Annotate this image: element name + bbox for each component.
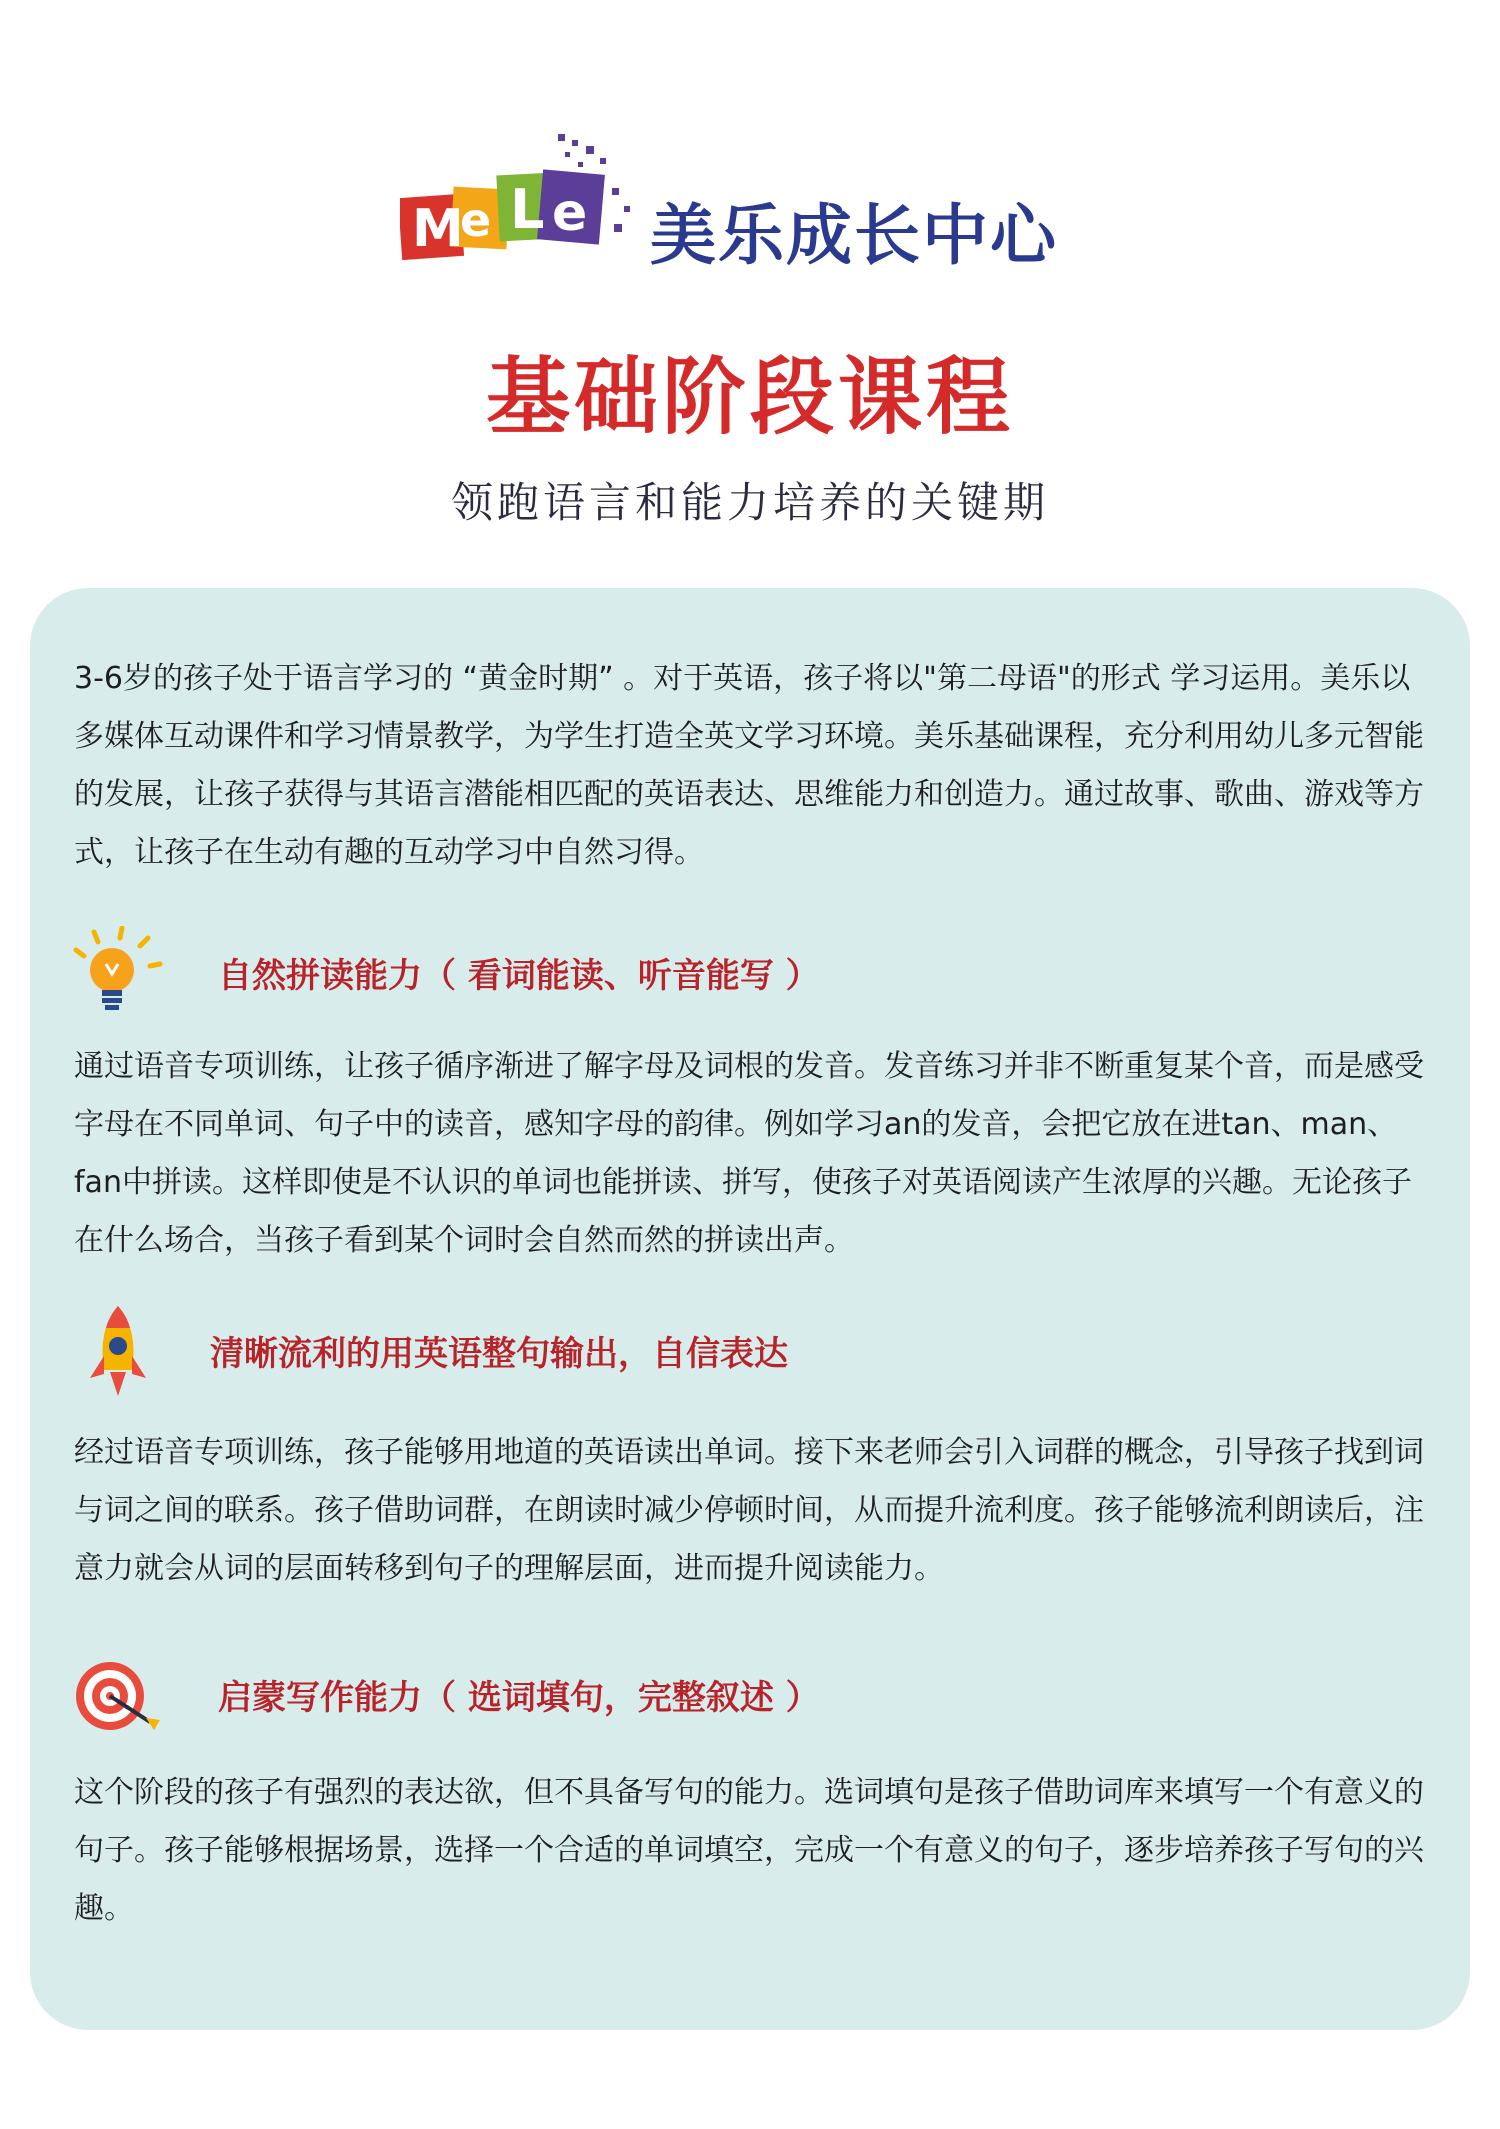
logo-letter-e1: e xyxy=(460,193,492,247)
logo-letter-e2: e xyxy=(552,183,588,243)
content-panel xyxy=(30,588,1470,2030)
section-heading-writing xyxy=(70,1648,1450,1744)
section-title-writing: 启蒙写作能力（ 选词填句，完整叙述 ） xyxy=(218,1678,820,1718)
section-heading-fluency xyxy=(70,1304,1450,1400)
section-heading-phonics xyxy=(70,926,1450,1022)
section-body-writing: 这个阶段的孩子有强烈的表达欲，但不具备写句的能力。选词填句是孩子借助词库来填写一个有意义的句子。孩子能够根据场景，选择一个合适的单词填空，完成一个有意义的句子，逐步培养孩子写句的兴趣。 xyxy=(74,1775,1424,1926)
target-icon xyxy=(70,1648,166,1744)
mele-logo-mark xyxy=(400,130,650,270)
section-body-fluency: 经过语音专项训练，孩子能够用地道的英语读出单词。接下来老师会引入词群的概念，引导孩子找到词与词之间的联系。孩子借助词群，在朗读时减少停顿时间，从而提升流利度。孩子能够流利朗读后，注意力就会从词的层面转移到句子的理解层面，进而提升阅读能力。 xyxy=(74,1435,1424,1586)
lightbulb-icon xyxy=(70,926,166,1022)
logo-letter-m: M xyxy=(412,199,464,259)
section-title-fluency: 清晰流利的用英语整句输出，自信表达 xyxy=(210,1334,788,1374)
logo-letter-l: L xyxy=(510,178,545,241)
rocket-icon xyxy=(70,1304,166,1400)
logo xyxy=(400,130,1100,274)
section-body-phonics: 通过语音专项训练，让孩子循序渐进了解字母及词根的发音。发音练习并非不断重复某个音，而是感受字母在不同单词、句子中的读音，感知字母的韵律。例如学习an的发音，会把它放在进tan、man、fan中拼读。这样即使是不认识的单词也能拼读、拼写，使孩子对英语阅读产生浓厚的兴趣。无论孩子在什么场合，当孩子看到某个词时会自然而然的拼读出声。 xyxy=(74,1049,1424,1258)
intro-paragraph: 3-6岁的孩子处于语言学习的 “黄金时期” 。对于英语，孩子将以"第二母语"的形式 学习运用。美乐以多媒体互动课件和学习情景教学，为学生打造全英文学习环境。美乐基础课程，充分利用幼儿多元智能的发展，让孩子获得与其语言潜能相匹配的英语表达、思维能力和创造力。通过故事、歌曲、游戏等方式，让孩子在生动有趣的互动学习中自然习得。 xyxy=(74,661,1424,870)
page-subtitle: 领跑语言和能力培养的关键期 xyxy=(450,478,1049,527)
section-title-phonics: 自然拼读能力（ 看词能读、听音能写 ） xyxy=(218,956,820,996)
brand-name: 美乐成长中心 xyxy=(650,197,1058,274)
page-title: 基础阶段课程 xyxy=(485,348,1014,446)
